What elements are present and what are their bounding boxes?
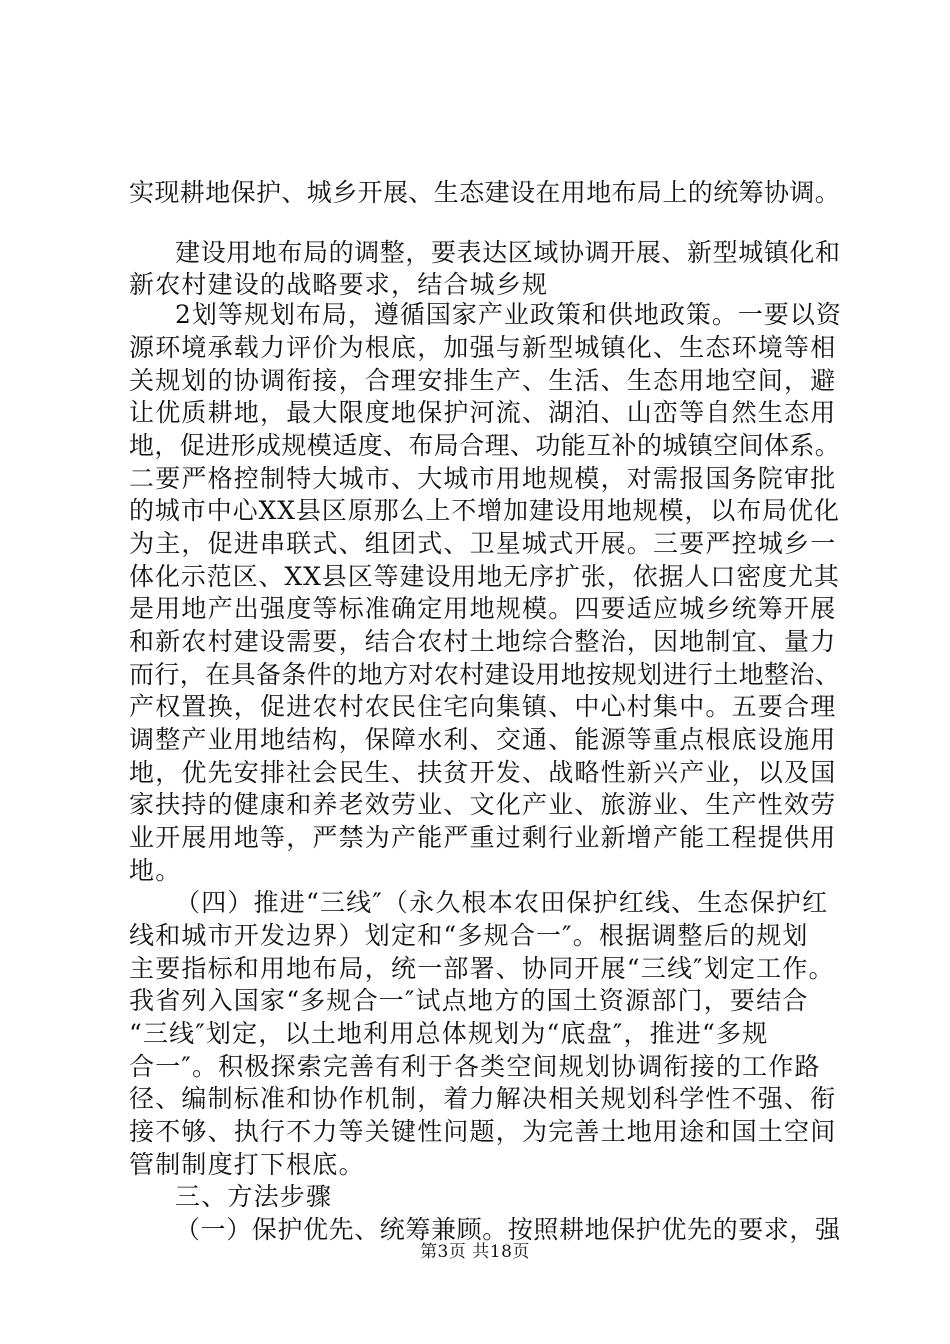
text-line: 2划等规划布局，遵循国家产业政策和供地政策。一要以资 — [175, 300, 842, 329]
text-line: 地，优先安排社会民生、扶贫开发、战略性新兴产业，以及国 — [129, 758, 837, 787]
text-line: 地。 — [129, 856, 182, 885]
text-line: 主要指标和用地布局，统一部署、协同开展“三线″划定工作。 — [129, 954, 835, 983]
text-line: 接不够、执行不力等关键性问题，为完善土地用途和国土空间 — [129, 1117, 837, 1146]
text-line: 体化示范区、XX县区等建设用地无序扩张，依据人口密度尤其 — [129, 562, 840, 591]
text-line: 我省列入国家“多规合一″试点地方的国土资源部门，要结合 — [129, 986, 809, 1015]
text-line: 家扶持的健康和养老效劳业、文化产业、旅游业、生产性效劳 — [129, 790, 837, 819]
text-line: 源环境承载力评价为根底，加强与新型城镇化、生态环境等相 — [129, 333, 837, 362]
text-line: 为主，促进串联式、组团式、卫星城式开展。三要严控城乡一 — [129, 529, 837, 558]
text-line: 调整产业用地结构，保障水利、交通、能源等重点根底设施用 — [129, 725, 837, 754]
text-line: 二要严格控制特大城市、大城市用地规模，对需报国务院审批 — [129, 464, 837, 493]
text-line: 地，促进形成规模适度、布局合理、功能互补的城镇空间体系。 — [129, 431, 841, 460]
text-line: “三线″划定，以土地利用总体规划为“底盘″，推进“多规 — [129, 1019, 769, 1048]
text-line: 业开展用地等，严禁为产能严重过剩行业新增产能工程提供用 — [129, 823, 837, 852]
paragraph-start-line: （四）推进“三线″（永久根本农田保护红线、生态保护红 — [175, 888, 829, 917]
text-line: 管制制度打下根底。 — [129, 1150, 365, 1179]
text-line: 新农村建设的战略要求，结合城乡规 — [129, 270, 549, 299]
text-line: 关规划的协调衔接，合理安排生产、生活、生态用地空间，避 — [129, 366, 837, 395]
text-line: 和新农村建设需要，结合农村土地综合整治，因地制宜、量力 — [129, 627, 837, 656]
text-line: 而行，在具备条件的地方对农村建设用地按规划进行土地整治、 — [129, 660, 841, 689]
text-line: 让优质耕地，最大限度地保护河流、湖泊、山峦等自然生态用 — [129, 398, 837, 427]
text-line: 的城市中心XX县区原那么上不增加建设用地规模，以布局优化 — [129, 496, 840, 525]
text-line: 线和城市开发边界）划定和“多规合一″。根据调整后的规划 — [129, 921, 809, 950]
text-line: 实现耕地保护、城乡开展、生态建设在用地布局上的统筹协调。 — [129, 178, 841, 207]
page-footer: 第3页 共18页 — [420, 1242, 530, 1262]
paragraph-start-line: （一）保护优先、统筹兼顾。按照耕地保护优先的要求，强 — [175, 1215, 841, 1244]
text-line: 径、编制标准和协作机制，着力解决相关规划科学性不强、衔 — [129, 1084, 837, 1113]
paragraph-start-line: 建设用地布局的调整，要表达区域协调开展、新型城镇化和 — [175, 238, 841, 267]
section-heading: 三、方法步骤 — [175, 1182, 333, 1211]
text-line: 合一″。积极探索完善有利于各类空间规划协调衔接的工作路 — [129, 1052, 821, 1081]
text-line: 产权置换，促进农村农民住宅向集镇、中心村集中。五要合理 — [129, 692, 837, 721]
text-line: 是用地产出强度等标准确定用地规模。四要适应城乡统筹开展 — [129, 594, 837, 623]
